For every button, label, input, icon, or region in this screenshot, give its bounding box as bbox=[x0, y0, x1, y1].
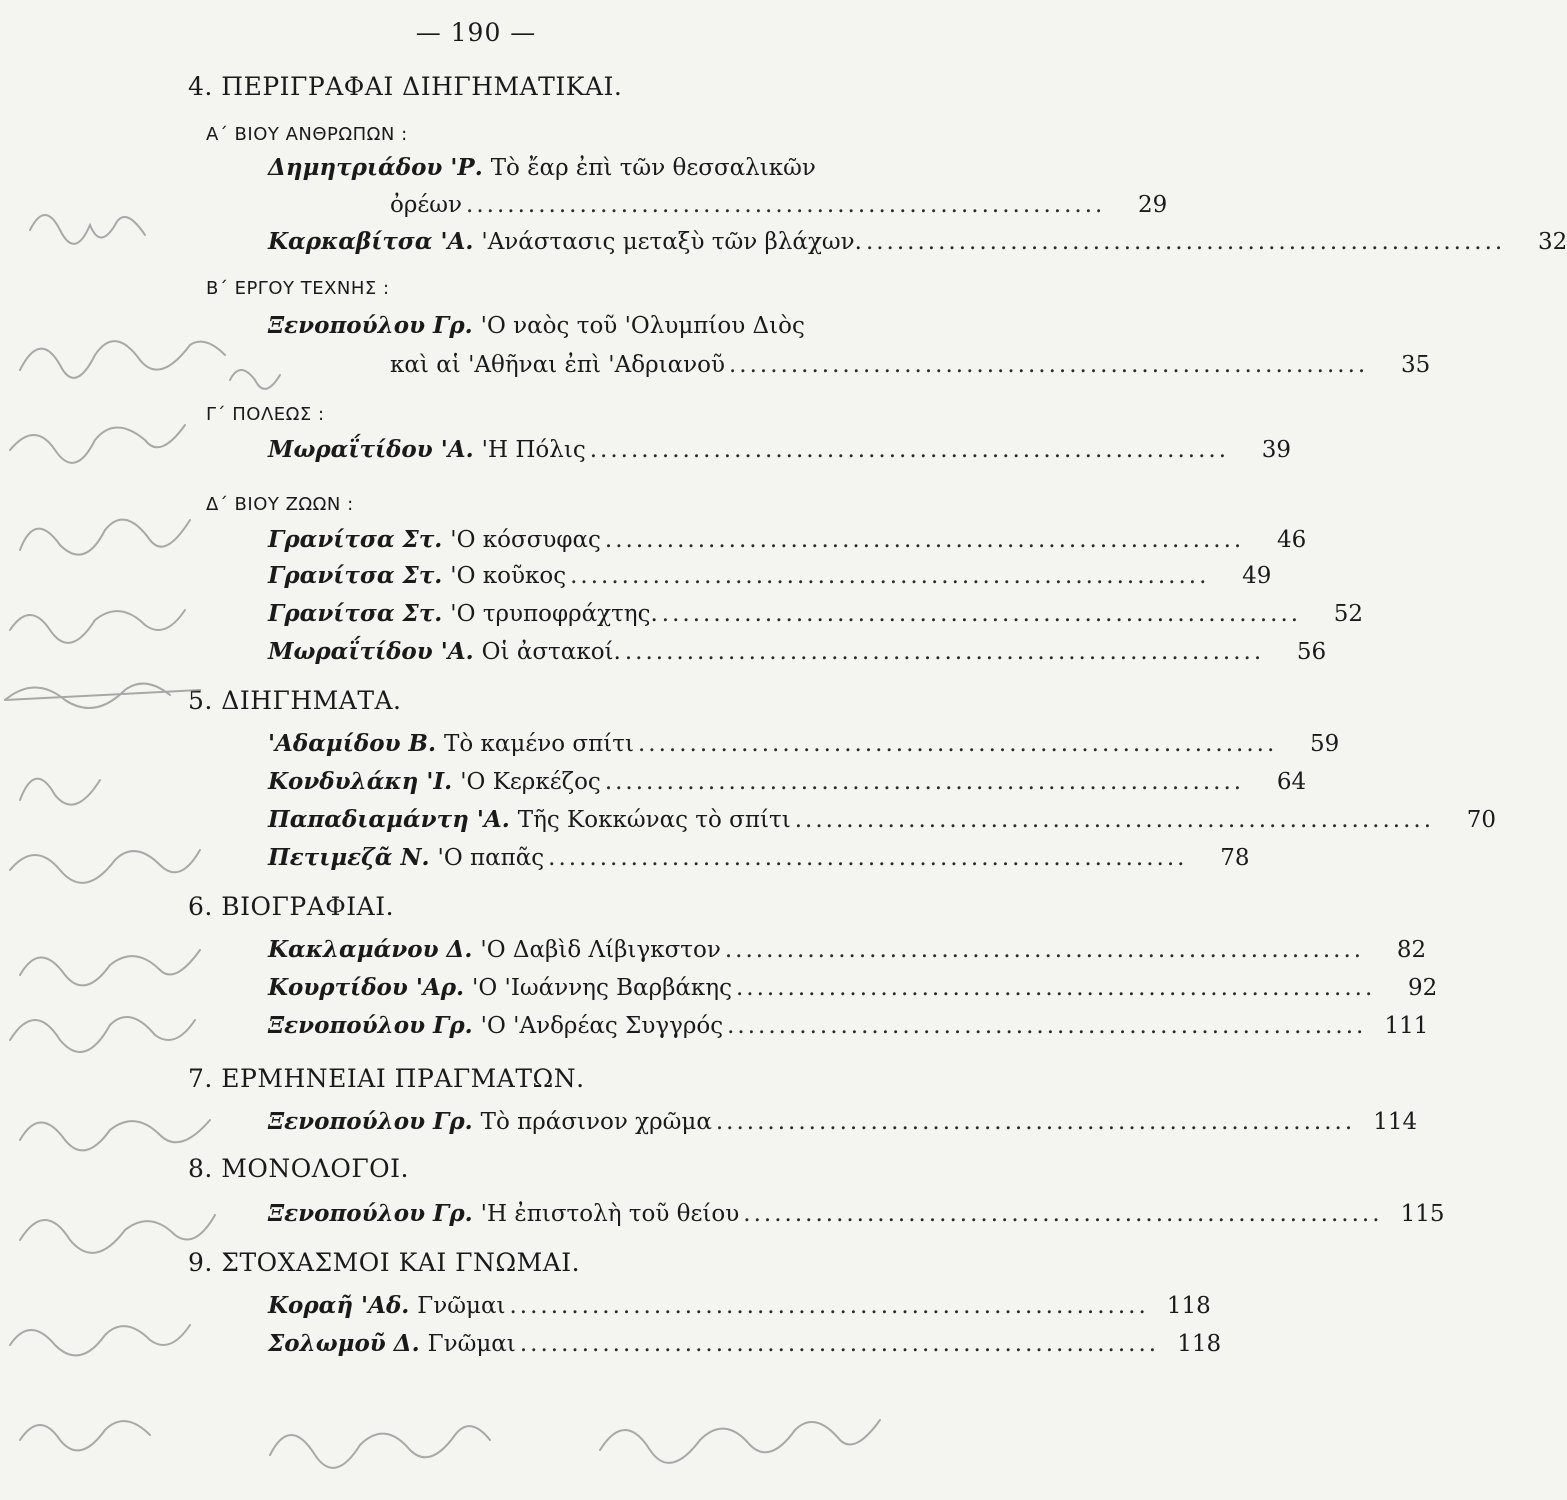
entry-author: Μωραΐτίδου 'Α. bbox=[268, 436, 474, 463]
entry-page: 64 bbox=[1276, 769, 1307, 795]
entry-title: καὶ αἱ 'Αθῆναι ἐπὶ 'Αδριανοῦ bbox=[390, 352, 725, 378]
entry-author: 'Αδαμίδου Β. bbox=[268, 730, 436, 757]
entry-title: 'Ο 'Ανδρέας Συγγρός bbox=[480, 1013, 724, 1039]
toc-entry bbox=[268, 1330, 1222, 1370]
toc-entry bbox=[390, 192, 1168, 232]
entry-page: 39 bbox=[1261, 437, 1292, 463]
entry-page: 111 bbox=[1384, 1013, 1429, 1039]
leader-dots: .............................................................. bbox=[604, 769, 1245, 795]
entry-author: Ξενοπούλου Γρ. bbox=[268, 1108, 473, 1135]
entry-page: 52 bbox=[1333, 601, 1364, 627]
handwriting-stroke bbox=[20, 779, 100, 805]
entry-page: 59 bbox=[1310, 731, 1340, 757]
toc-entry bbox=[268, 768, 1307, 808]
leader-dots: .............................................................. bbox=[865, 229, 1506, 255]
leader-dots: .............................................................. bbox=[661, 601, 1302, 627]
leader-dots: .............................................................. bbox=[519, 1331, 1160, 1357]
entry-page: 92 bbox=[1408, 975, 1438, 1001]
handwriting-stroke bbox=[20, 1120, 210, 1150]
entry-page: 82 bbox=[1396, 937, 1427, 963]
entry-title: Τὸ πράσινον χρῶμα bbox=[480, 1109, 712, 1135]
leader-dots: .............................................................. bbox=[794, 807, 1435, 833]
toc-entry bbox=[268, 638, 1327, 678]
section-heading: 8. ΜΟΝΟΛΟΓΟΙ. bbox=[188, 1154, 409, 1183]
handwriting-stroke bbox=[20, 1421, 150, 1450]
entry-page: 46 bbox=[1276, 527, 1307, 553]
leader-dots: .............................................................. bbox=[466, 192, 1106, 218]
handwriting-stroke bbox=[20, 341, 225, 378]
entry-author: Ξενοπούλου Γρ. bbox=[268, 1200, 473, 1227]
section-heading: 6. ΒΙΟΓΡΑΦΙΑΙ. bbox=[188, 892, 395, 921]
handwriting-stroke bbox=[30, 215, 145, 244]
entry-author: Καρκαβίτσα 'Α. bbox=[268, 228, 474, 255]
toc-entry bbox=[268, 936, 1427, 976]
leader-dots: .............................................................. bbox=[570, 563, 1210, 589]
leader-dots: .............................................................. bbox=[604, 527, 1245, 553]
toc-entry bbox=[268, 730, 1340, 770]
toc-entry bbox=[268, 228, 1567, 268]
toc-entry bbox=[390, 352, 1431, 392]
subsection-heading: Γ΄ ΠΟΛΕΩΣ : bbox=[206, 404, 325, 425]
entry-page: 118 bbox=[1166, 1293, 1211, 1319]
handwriting-stroke bbox=[20, 520, 190, 555]
entry-title: 'Ο κοῦκος bbox=[450, 563, 567, 589]
toc-entry bbox=[268, 844, 1250, 884]
entry-title: Τὸ ἔαρ ἐπὶ τῶν θεσσαλικῶν bbox=[490, 155, 816, 181]
handwriting-stroke bbox=[10, 1325, 190, 1355]
toc-entry bbox=[268, 1108, 1418, 1148]
section-heading: 5. ΔΙΗΓΗΜΑΤΑ. bbox=[188, 686, 402, 715]
entry-page: 35 bbox=[1400, 352, 1431, 378]
entry-page: 114 bbox=[1373, 1109, 1418, 1135]
leader-dots: .............................................................. bbox=[509, 1293, 1149, 1319]
entry-page: 49 bbox=[1242, 563, 1272, 589]
entry-author: Ξενοπούλου Γρ. bbox=[268, 1012, 473, 1039]
toc-entry bbox=[268, 154, 940, 194]
handwriting-stroke bbox=[230, 370, 280, 389]
toc-entry bbox=[268, 1292, 1211, 1332]
handwriting-stroke bbox=[20, 950, 200, 985]
entry-author: Γρανίτσα Στ. bbox=[268, 562, 443, 589]
leader-dots: .............................................................. bbox=[735, 975, 1376, 1001]
section-heading: 4. ΠΕΡΙΓΡΑΦΑΙ ΔΙΗΓΗΜΑΤΙΚΑΙ. bbox=[188, 72, 623, 101]
leader-dots: .............................................................. bbox=[724, 937, 1365, 963]
entry-author: Γρανίτσα Στ. bbox=[268, 600, 443, 627]
entry-title: Οἱ ἀστακοί. bbox=[481, 639, 621, 665]
entry-author: Δημητριάδου 'Ρ. bbox=[268, 154, 483, 181]
entry-title: 'Η ἐπιστολὴ τοῦ θείου bbox=[480, 1201, 740, 1227]
handwriting-stroke bbox=[10, 850, 200, 883]
leader-dots: .............................................................. bbox=[743, 1201, 1383, 1227]
leader-dots: .............................................................. bbox=[715, 1109, 1356, 1135]
subsection-heading: Α΄ ΒΙΟΥ ΑΝΘΡΩΠΩΝ : bbox=[206, 124, 408, 145]
toc-entry bbox=[268, 1200, 1445, 1240]
subsection-heading: Δ΄ ΒΙΟΥ ΖΩΩΝ : bbox=[206, 494, 354, 515]
entry-title: 'Ο Δαβὶδ Λίβιγκστον bbox=[480, 937, 721, 963]
toc-entry bbox=[268, 600, 1364, 640]
entry-title: 'Ο κόσσυφας bbox=[450, 527, 601, 553]
subsection-heading: Β΄ ΕΡΓΟΥ ΤΕΧΝΗΣ : bbox=[206, 278, 390, 299]
handwriting-stroke bbox=[10, 1017, 195, 1052]
entry-title: 'Ο παπᾶς bbox=[437, 845, 545, 871]
handwriting-stroke bbox=[5, 684, 170, 708]
handwriting-strike bbox=[5, 690, 200, 700]
leader-dots: .............................................................. bbox=[589, 437, 1230, 463]
entry-title: Γνῶμαι bbox=[427, 1331, 516, 1357]
entry-page: 78 bbox=[1220, 845, 1250, 871]
handwriting-stroke bbox=[10, 610, 185, 643]
handwriting-stroke bbox=[270, 1426, 490, 1468]
toc-entry bbox=[268, 1012, 1429, 1052]
entry-page: 70 bbox=[1466, 807, 1497, 833]
leader-dots: .............................................................. bbox=[548, 845, 1188, 871]
toc-entry bbox=[268, 312, 940, 352]
entry-author: Κουρτίδου 'Αρ. bbox=[268, 974, 465, 1001]
entry-author: Γρανίτσα Στ. bbox=[268, 526, 443, 553]
entry-author: Μωραΐτίδου 'Α. bbox=[268, 638, 474, 665]
toc-entry bbox=[268, 526, 1307, 566]
entry-author: Κακλαμάνου Δ. bbox=[268, 936, 473, 963]
entry-title: 'Ο τρυποφράχτης. bbox=[450, 601, 658, 627]
entry-page: 115 bbox=[1400, 1201, 1445, 1227]
toc-entry bbox=[268, 436, 1292, 476]
section-heading: 9. ΣΤΟΧΑΣΜΟΙ ΚΑΙ ΓΝΩΜΑΙ. bbox=[188, 1248, 581, 1277]
entry-title: 'Η Πόλις bbox=[481, 437, 586, 463]
entry-title: ὀρέων bbox=[390, 192, 463, 218]
toc-entry bbox=[268, 562, 1272, 602]
entry-title: Γνῶμαι bbox=[417, 1293, 506, 1319]
page-number: — 190 — bbox=[415, 18, 537, 47]
entry-author: Κοραῆ 'Αδ. bbox=[268, 1292, 410, 1319]
entry-author: Κονδυλάκη 'Ι. bbox=[268, 768, 453, 795]
leader-dots: .............................................................. bbox=[638, 731, 1278, 757]
leader-dots: .............................................................. bbox=[624, 639, 1265, 665]
section-heading: 7. ΕΡΜΗΝΕΙΑΙ ΠΡΑΓΜΑΤΩΝ. bbox=[188, 1064, 585, 1093]
handwriting-stroke bbox=[10, 425, 185, 463]
entry-author: Ξενοπούλου Γρ. bbox=[268, 312, 473, 339]
entry-page: 56 bbox=[1296, 639, 1327, 665]
entry-title: 'Ο 'Ιωάννης Βαρβάκης bbox=[472, 975, 732, 1001]
handwriting-stroke bbox=[600, 1420, 880, 1463]
entry-author: Πετιμεζᾶ Ν. bbox=[268, 844, 430, 871]
entry-page: 29 bbox=[1138, 192, 1168, 218]
entry-author: Παπαδιαμάντη 'Α. bbox=[268, 806, 510, 833]
entry-title: 'Ο ναὸς τοῦ 'Ολυμπίου Διὸς bbox=[480, 313, 805, 339]
toc-entry bbox=[268, 806, 1497, 846]
entry-page: 32 bbox=[1537, 229, 1567, 255]
leader-dots: .............................................................. bbox=[728, 352, 1369, 378]
entry-page: 118 bbox=[1177, 1331, 1222, 1357]
handwriting-stroke bbox=[20, 1215, 215, 1253]
entry-title: Τὸ καμένο σπίτι bbox=[444, 731, 634, 757]
entry-title: Τῆς Κοκκώνας τὸ σπίτι bbox=[517, 807, 791, 833]
entry-author: Σολωμοῦ Δ. bbox=[268, 1330, 420, 1357]
entry-title: 'Ανάστασις μεταξὺ τῶν βλάχων. bbox=[481, 229, 862, 255]
entry-title: 'Ο Κερκέζος bbox=[460, 769, 601, 795]
leader-dots: .............................................................. bbox=[727, 1013, 1367, 1039]
toc-entry bbox=[268, 974, 1438, 1014]
